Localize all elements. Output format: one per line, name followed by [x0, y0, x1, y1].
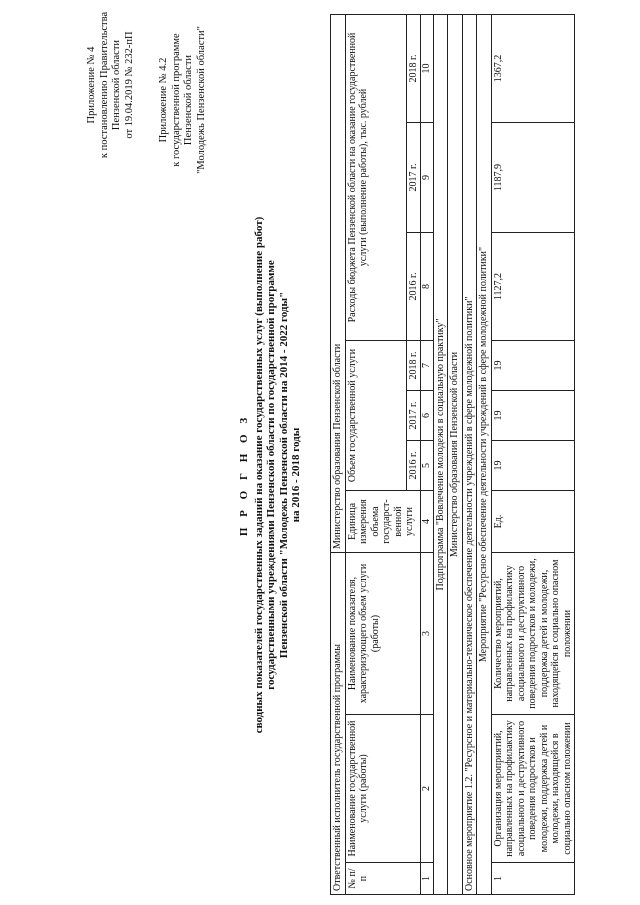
- table-row: [491, 14, 575, 894]
- row-volume-2016: 19: [491, 441, 575, 491]
- column-number: 2: [421, 715, 434, 863]
- appendix-4-line3: Пензенской области: [111, 39, 122, 131]
- column-number: 10: [421, 14, 434, 122]
- appendix-4-note: [86, 5, 136, 165]
- main-activity-row: [462, 14, 477, 894]
- header-volume-2016: 2016 г.: [406, 441, 421, 491]
- responsible-value: Министерство образования Пензенской области: [331, 14, 346, 552]
- appendix-4-line1: Приложение № 4: [86, 46, 97, 124]
- subprogram-title: Подпрограмма "Вовлечение молодежи в социальную практику": [433, 14, 448, 894]
- row-unit: Ед.: [491, 491, 575, 553]
- header-row-1: [345, 14, 406, 894]
- activity-title: Мероприятие "Ресурсное обеспечение деятельности учреждений в сфере молодежной политики": [477, 14, 492, 894]
- title-line2: государственными учреждениями Пензенской области по государственной программе: [265, 260, 277, 690]
- appendix-4-2-line3: Пензенской области: [183, 54, 194, 146]
- appendix-4-line4: от 19.04.2019 № 232-пП: [123, 31, 135, 139]
- ministry-row: [448, 14, 463, 894]
- row-expenses-2018: 1367,2: [491, 14, 575, 122]
- header-volume-2018: 2018 г.: [406, 341, 421, 391]
- title-line4: на 2016 - 2018 годы: [290, 427, 302, 523]
- column-number: 7: [421, 341, 434, 391]
- appendix-4-2-note: [158, 5, 208, 195]
- appendix-4-line2: к постановлению Правительства: [98, 11, 110, 159]
- row-expenses-2016: 1127,2: [491, 233, 575, 341]
- ministry-title: Министерство образования Пензенской области: [448, 14, 463, 894]
- column-number: 1: [421, 863, 434, 895]
- row-expenses-2017: 1187,9: [491, 123, 575, 233]
- row-service: Организация мероприятий, направленных на профилактику асоциального и деструктивного поведения подростков и молодежи, поддержка детей и молодежи, находящейся в социально опасном положении: [491, 715, 575, 863]
- activity-row: [477, 14, 492, 894]
- row-num: 1: [491, 863, 575, 895]
- appendix-4-2-line4: "Молодежь Пензенской области": [195, 26, 207, 174]
- header-expenses-2016: 2016 г.: [406, 233, 421, 341]
- column-number: 6: [421, 391, 434, 441]
- column-number: 4: [421, 491, 434, 553]
- header-indicator: Наименование показателя, характеризующего объем услуги (работы): [345, 553, 421, 715]
- header-expenses: Расходы бюджета Пензенской области на оказание государственной услуги (выполнение работы), тыс. рублей: [345, 14, 406, 340]
- title-line3: Пензенской области "Молодежь Пензенской области на 2014 - 2022 годы": [277, 291, 290, 659]
- header-volume-2017: 2017 г.: [406, 391, 421, 441]
- header-num: № п/п: [345, 863, 421, 895]
- header-service-name: Наименование государственной услуги (работы): [345, 715, 421, 863]
- header-volume: Объем государственной услуги: [345, 341, 406, 491]
- column-number: 9: [421, 123, 434, 233]
- forecast-table-wrapper: [330, 15, 575, 895]
- forecast-table: [330, 14, 575, 895]
- appendix-4-2-line1: Приложение № 4.2: [158, 57, 169, 143]
- header-unit: Единица измерения объема государст-венной услуги: [345, 491, 421, 553]
- responsible-row: [331, 14, 346, 894]
- subprogram-row: [433, 14, 448, 894]
- header-expenses-2018: 2018 г.: [406, 14, 421, 122]
- row-indicator: Количество мероприятий, направленных на профилактику асоциального и деструктивного поведения подростков и молодежи, поддержка детей и молодежи, находящейся в социально опасном положении: [491, 553, 575, 715]
- column-number: 8: [421, 233, 434, 341]
- document-title: [238, 85, 303, 865]
- row-volume-2017: 19: [491, 391, 575, 441]
- responsible-label: Ответственный исполнитель государственной программы: [331, 553, 346, 895]
- column-number: 3: [421, 553, 434, 715]
- title-prognoz: П Р О Г Н О З: [238, 413, 250, 537]
- column-number-row: [421, 14, 434, 894]
- row-volume-2018: 19: [491, 341, 575, 391]
- header-expenses-2017: 2017 г.: [406, 123, 421, 233]
- appendix-4-2-line2: к государственной программе: [170, 33, 182, 167]
- column-number: 5: [421, 441, 434, 491]
- main-activity-title: Основное мероприятие 1.2. "Ресурсное и материально-техническое обеспечение деятельности учреждений в сфере молодежной политики": [462, 14, 477, 894]
- title-line1: сводных показателей государственных заданий на оказание государственных услуг (выполнение работ): [252, 216, 265, 734]
